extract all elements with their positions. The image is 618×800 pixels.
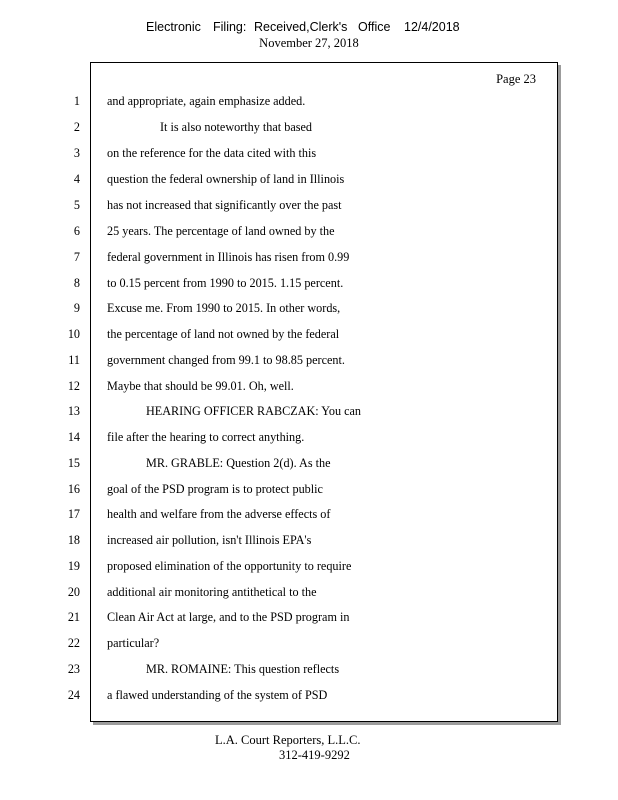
transcript-line (0, 530, 618, 550)
transcript-line (0, 350, 618, 370)
line-number: 21 (67, 610, 80, 624)
transcript-line (0, 324, 618, 344)
stamp-word-filing: Filing: (213, 20, 247, 34)
line-number: 4 (73, 172, 80, 186)
line-text: Clean Air Act at large, and to the PSD program in (107, 610, 350, 624)
line-text: a flawed understanding of the system of PSD (107, 688, 328, 702)
stamp-date: 12/4/2018 (404, 20, 460, 34)
transcript-line (0, 247, 618, 267)
line-text: health and welfare from the adverse effects of (107, 507, 331, 521)
transcript-line (0, 273, 618, 293)
line-text: increased air pollution, isn't Illinois EPA's (107, 533, 312, 547)
line-number: 14 (67, 430, 80, 444)
line-number: 15 (67, 456, 80, 470)
line-number: 9 (73, 301, 80, 315)
line-text: particular? (107, 636, 160, 650)
transcript-line (0, 91, 618, 111)
line-text: It is also noteworthy that based (160, 120, 312, 134)
line-number: 7 (73, 250, 80, 264)
line-text: on the reference for the data cited with this (107, 146, 317, 160)
transcript-line (0, 376, 618, 396)
line-number: 2 (73, 120, 80, 134)
court-reporter-phone: 312-419-9292 (279, 748, 350, 762)
line-text: government changed from 99.1 to 98.85 percent. (107, 353, 345, 367)
line-text: federal government in Illinois has risen from 0.99 (107, 250, 350, 264)
transcript-line (0, 195, 618, 215)
transcript-line (0, 143, 618, 163)
transcript-line (0, 169, 618, 189)
transcript-line (0, 633, 618, 653)
line-number: 23 (67, 662, 80, 676)
line-number: 22 (67, 636, 80, 650)
transcript-line (0, 298, 618, 318)
line-text: additional air monitoring antithetical to the (107, 585, 317, 599)
line-number: 8 (73, 276, 80, 290)
line-text: the percentage of land not owned by the federal (107, 327, 340, 341)
stamp-word-electronic: Electronic (146, 20, 201, 34)
line-number: 18 (67, 533, 80, 547)
line-number: 11 (68, 353, 80, 367)
line-text: MR. ROMAINE: This question reflects (146, 662, 340, 676)
line-text: has not increased that significantly over the past (107, 198, 342, 212)
line-number: 16 (67, 482, 80, 496)
transcript-line (0, 221, 618, 241)
line-text: goal of the PSD program is to protect public (107, 482, 323, 496)
line-number: 24 (67, 688, 80, 702)
line-text: proposed elimination of the opportunity to require (107, 559, 352, 573)
line-number: 6 (73, 224, 80, 238)
line-number: 5 (73, 198, 80, 212)
stamp-word-office: Office (358, 20, 391, 34)
line-number: 1 (73, 94, 80, 108)
filed-date: November 27, 2018 (259, 36, 359, 50)
line-text: Excuse me. From 1990 to 2015. In other words, (107, 301, 341, 315)
line-text: Maybe that should be 99.01. Oh, well. (107, 379, 294, 393)
line-number: 13 (67, 404, 80, 418)
line-number: 12 (67, 379, 80, 393)
line-text: 25 years. The percentage of land owned by the (107, 224, 335, 238)
line-number: 19 (67, 559, 80, 573)
transcript-line (0, 427, 618, 447)
line-text: MR. GRABLE: Question 2(d). As the (146, 456, 331, 470)
line-text: question the federal ownership of land in Illinois (107, 172, 345, 186)
transcript-line (0, 582, 618, 602)
transcript-line (0, 685, 618, 705)
line-number: 20 (67, 585, 80, 599)
transcript-line (0, 401, 618, 421)
line-text: to 0.15 percent from 1990 to 2015. 1.15 percent. (107, 276, 344, 290)
transcript-line (0, 607, 618, 627)
line-number: 17 (67, 507, 80, 521)
line-text: and appropriate, again emphasize added. (107, 94, 306, 108)
transcript-line (0, 453, 618, 473)
transcript-line (0, 556, 618, 576)
line-text: file after the hearing to correct anything. (107, 430, 305, 444)
line-number: 3 (73, 146, 80, 160)
court-reporter-name: L.A. Court Reporters, L.L.C. (215, 733, 361, 747)
transcript-line (0, 659, 618, 679)
stamp-word-received: Received,Clerk's (254, 20, 348, 34)
page-number: Page 23 (496, 72, 536, 86)
transcript-line (0, 117, 618, 137)
line-text: HEARING OFFICER RABCZAK: You can (146, 404, 361, 418)
transcript-line (0, 479, 618, 499)
transcript-line (0, 504, 618, 524)
line-number: 10 (67, 327, 80, 341)
